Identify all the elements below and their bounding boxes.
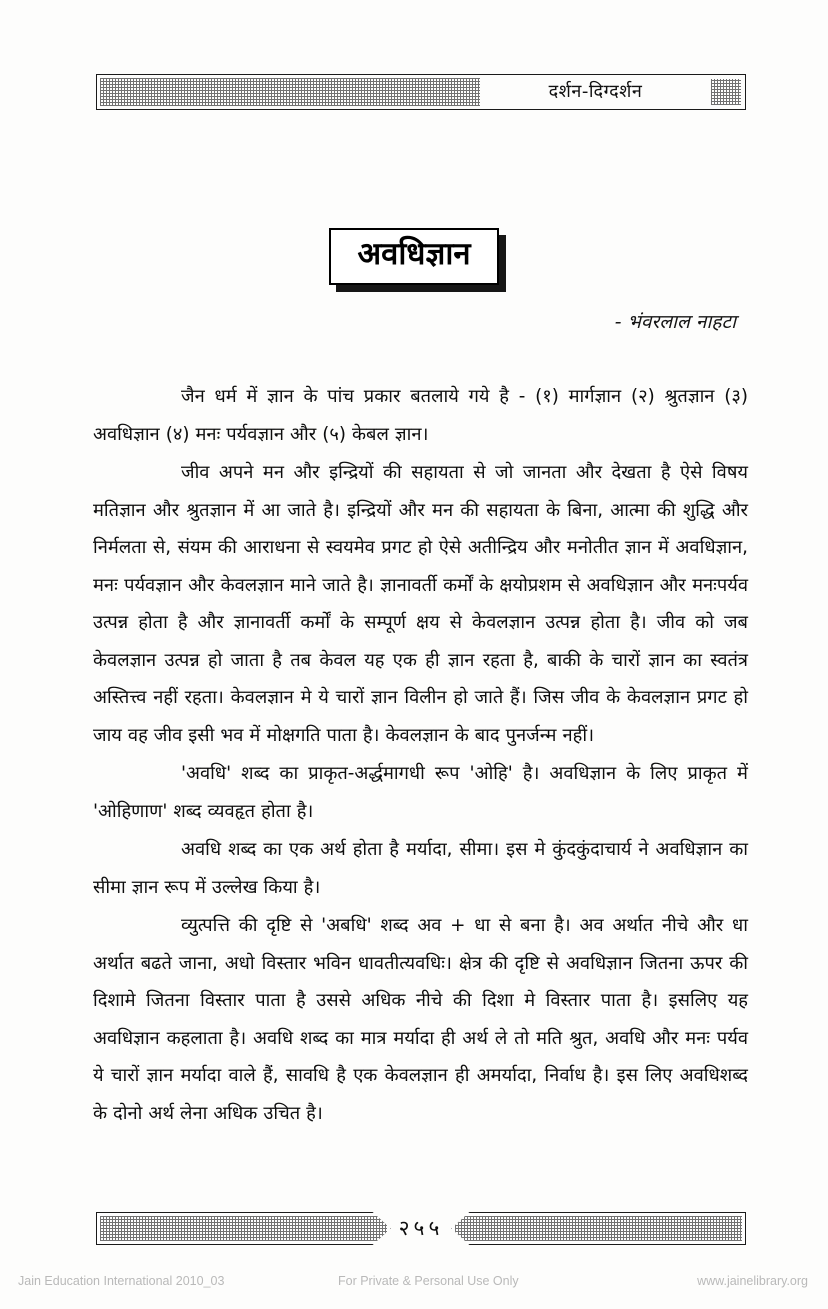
credit-website: www.jainelibrary.org	[697, 1274, 808, 1288]
paragraph: व्युत्पत्ति की दृष्टि से 'अबधि' शब्द अव + धा से बना है। अव अर्थात नीचे और धा अर्थात बढते जाना, अधो विस्तार भविन धावतीत्यवधिः। क्षेत्र की दृष्टि से अवधिज्ञान जितना ऊपर की दिशामे जितना विस्तार पाता है उससे अधिक नीचे की दिशा मे विस्तार पाता है। इसलिए यह अवधिज्ञान कहलाता है। अवधि शब्द का मात्र मर्यादा ही अर्थ ले तो मति श्रुत, अवधि और मनः पर्यव ये चारों ज्ञान मर्यादा वाले हैं, सावधि है एक केवलज्ञान ही अमर्यादा, निर्वाध है। इस लिए अवधिशब्द के दोनो अर्थ लेना अधिक उचित है।	[93, 915, 749, 1124]
footer-bar-right	[451, 1212, 746, 1245]
running-title: दर्शन-दिग्दर्शन	[548, 81, 643, 102]
footer-hatch-fill-right	[455, 1216, 742, 1241]
paragraph: अवधि शब्द का एक अर्थ होता है मर्यादा, सीमा। इस मे कुंदकुंदाचार्य ने अवधिज्ञान का सीमा ज्ञान रूप में उल्लेख किया है।	[93, 839, 748, 898]
paragraph: जीव अपने मन और इन्द्रियों की सहायता से जो जानता और देखता है ऐसे विषय मतिज्ञान और श्रुतज्ञान में आ जाते है। इन्द्रियों और मन की सहायता के बिना, आत्मा की शुद्धि और निर्मलता से, संयम की आराधना से स्वयमेव प्रगट हो ऐसे अतीन्द्रिय और मनोतीत ज्ञान में अवधिज्ञान, मनः पर्यवज्ञान और केवलज्ञान माने जाते है। ज्ञानावर्ती कर्मों के क्षयोप्रशम से अवधिज्ञान और मनःपर्यव उत्पन्न होता है और ज्ञानावर्ती कर्मों के सम्पूर्ण क्षय से केवलज्ञान उत्पन्न होता है। जीव को जब केवलज्ञान उत्पन्न हो जाता है तब केवल यह एक ही ज्ञान रहता है, बाकी के चारों ज्ञान का स्वतंत्र अस्तित्त्व नहीं रहता। केवलज्ञान मे ये चारों ज्ञान विलीन हो जाते हैं। जिस जीव के केवलज्ञान प्रगट हो जाय वह जीव इसी भव में मोक्षगति पाता है। केवलज्ञान के बाद पुनर्जन्म नहीं।	[93, 462, 748, 746]
footer-credits	[0, 1274, 828, 1296]
page-title: अवधिज्ञान	[357, 236, 471, 272]
paragraph: जैन धर्म में ज्ञान के पांच प्रकार बतलाये गये है - (१) मार्गज्ञान (२) श्रुतज्ञान (३) अवधिज्ञान (४) मनः पर्यवज्ञान और (५) केबल ज्ञान।	[93, 386, 748, 445]
credit-usage-notice: For Private & Personal Use Only	[338, 1274, 519, 1288]
footer-bar-left	[96, 1212, 391, 1245]
header-title-slot	[480, 75, 711, 109]
page-number: २५५	[398, 1216, 444, 1240]
paragraph: 'अवधि' शब्द का प्राकृत-अर्द्धमागधी रूप 'ओहि' है। अवधिज्ञान के लिए प्राकृत में 'ओहिणाण' शब्द व्यवहृत होता है।	[93, 763, 748, 822]
article-body	[93, 378, 748, 1132]
header-hatch-fill-right	[711, 79, 741, 105]
header-hatch-fill-left	[100, 78, 480, 106]
page-header-band	[96, 74, 746, 110]
article-author: - भंवरलाल नाहटा	[614, 311, 736, 333]
article-title-box	[329, 228, 498, 285]
credit-publisher: Jain Education International 2010_03	[18, 1274, 225, 1288]
page-footer-band	[96, 1212, 746, 1245]
footer-hatch-fill-left	[100, 1216, 387, 1241]
article-title-wrapper	[0, 228, 828, 285]
